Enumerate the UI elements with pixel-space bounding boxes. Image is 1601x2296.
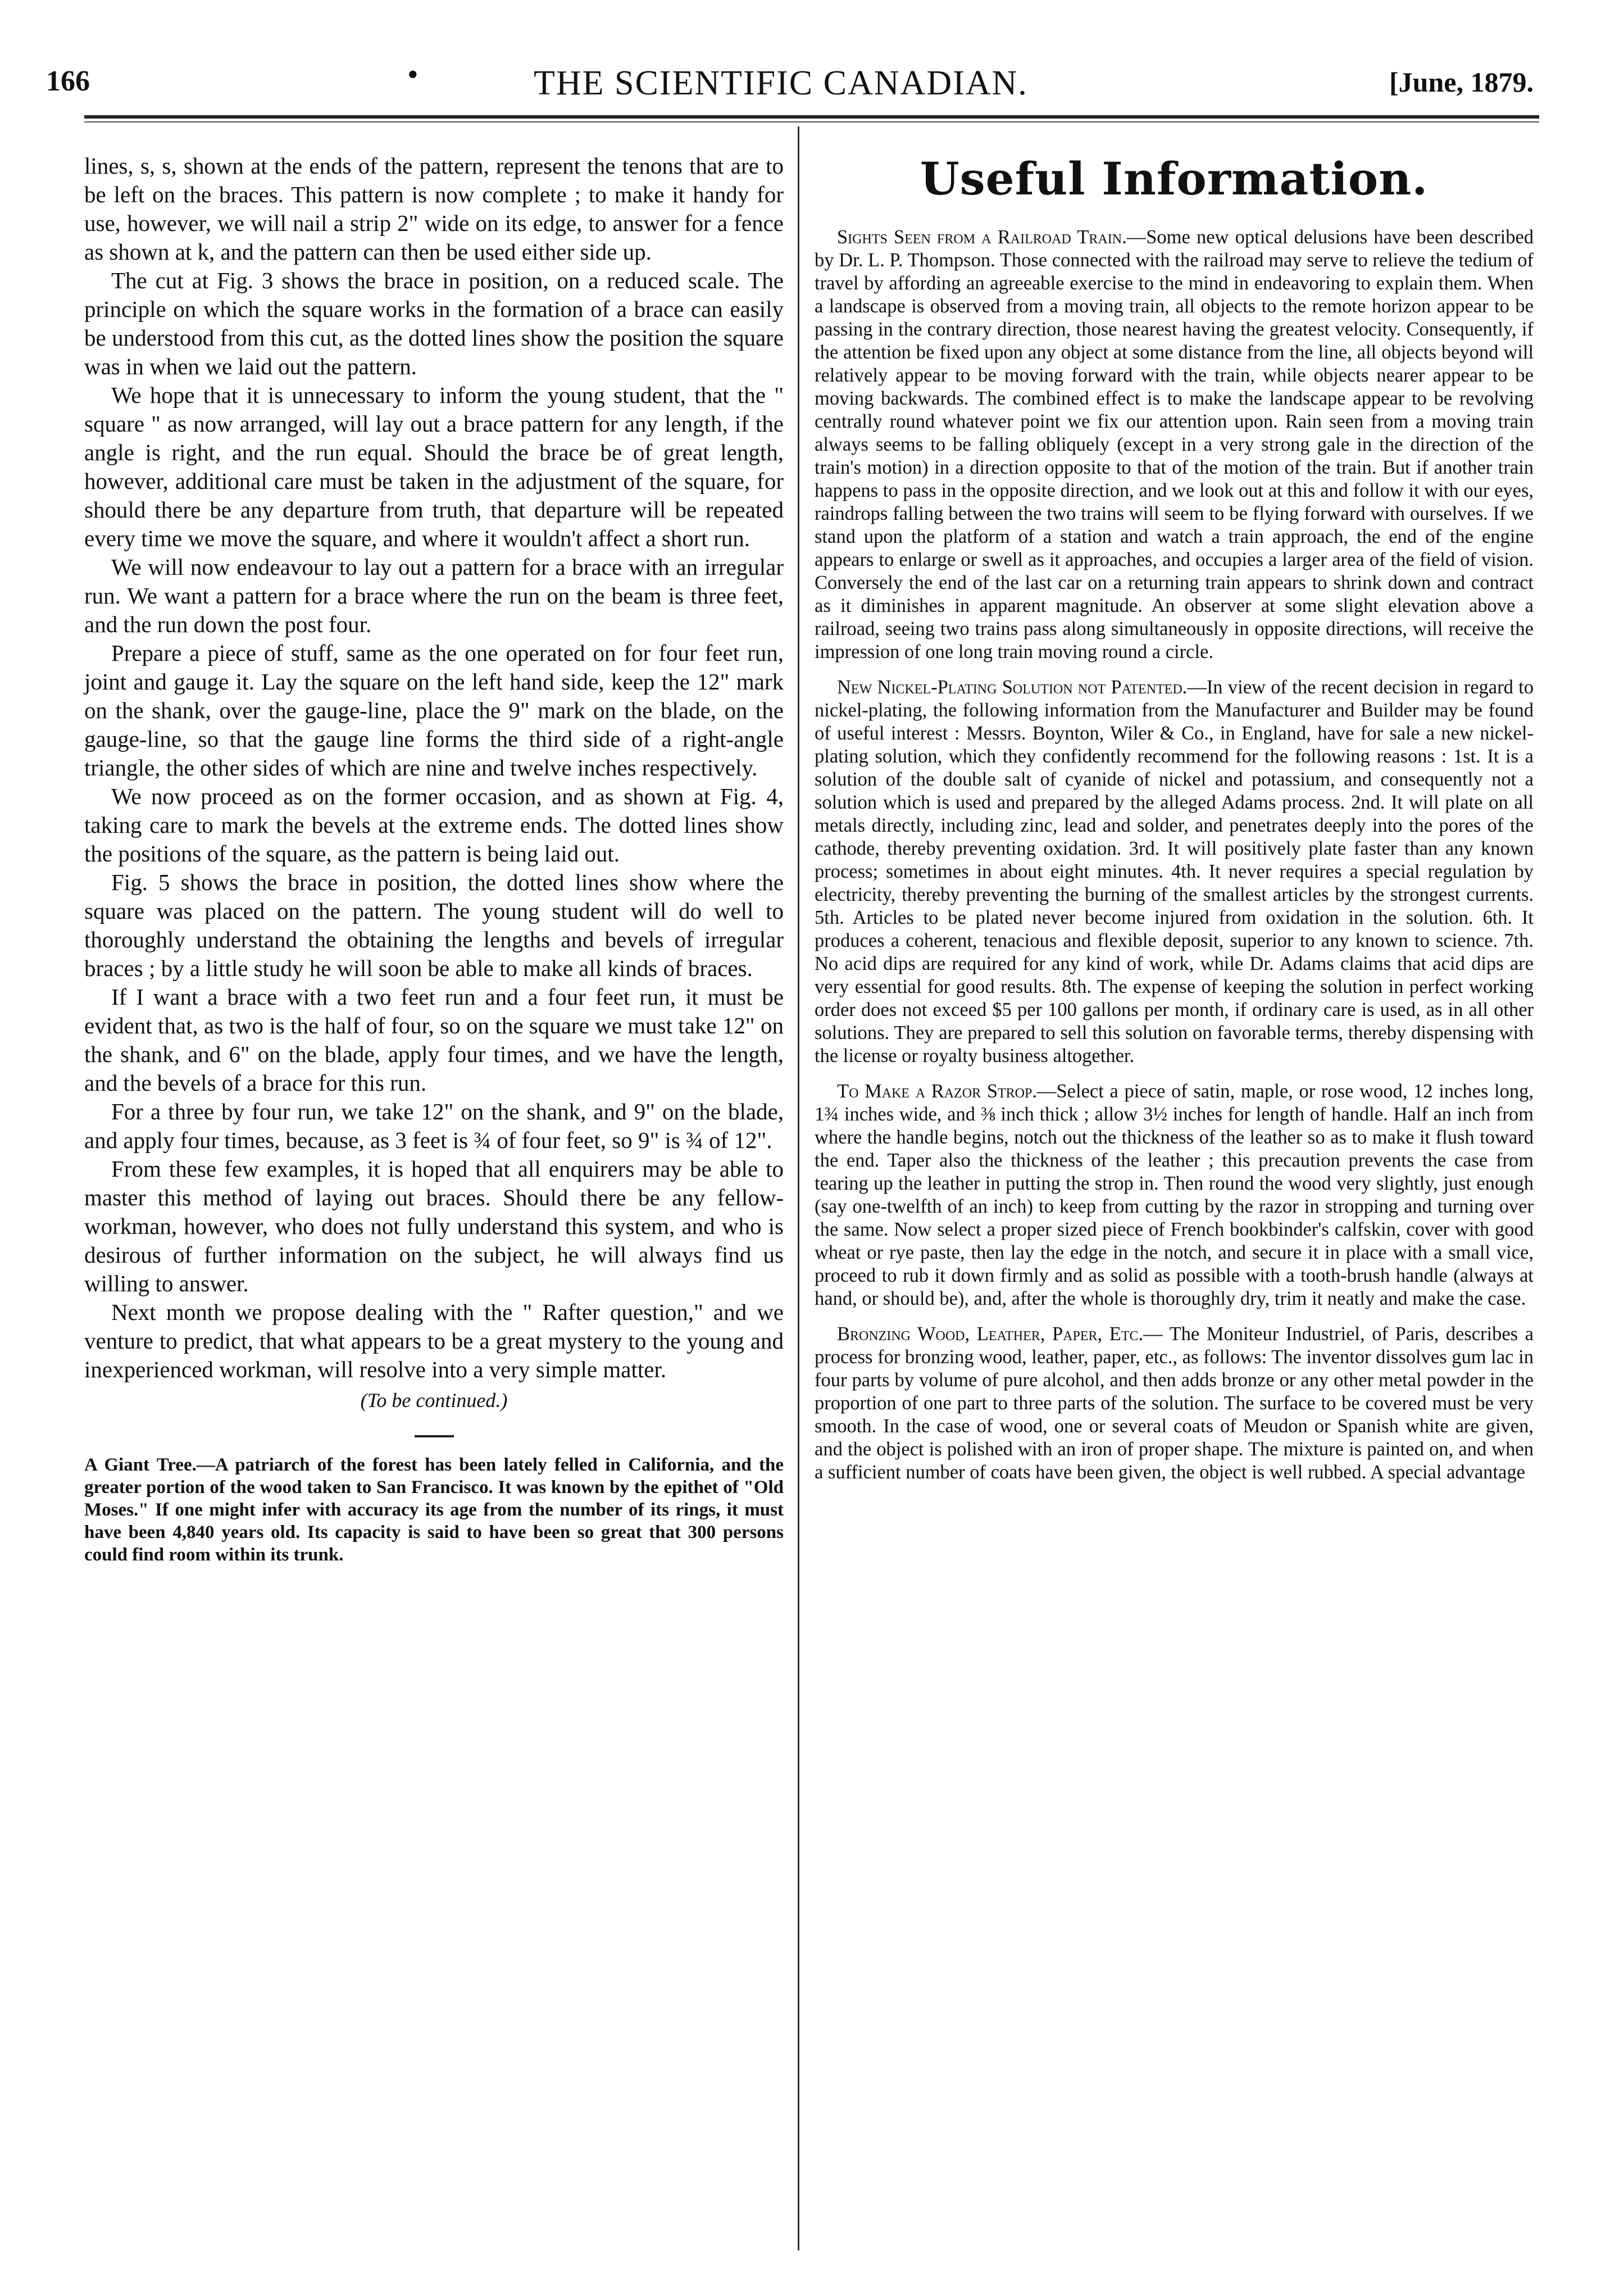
- article-lead: To Make a Razor Strop.: [837, 1081, 1037, 1102]
- article-lead: Sights Seen from a Railroad Train.: [837, 226, 1127, 248]
- article-paragraph: Fig. 5 shows the brace in position, the dotted lines show where the square was placed on the pattern. The young student will do well to thoroughly understand the obtaining the lengths and bevels of irregular braces ; by a little study he will soon be able to make all kinds of braces.: [84, 869, 784, 981]
- article-paragraph: Prepare a piece of stuff, same as the one operated on for four feet run, joint and gauge it. Lay the square on the left hand side, keep the 12" mark on the shank, over the gauge-line, place the 9" mark on the blade, on the gauge-line, so that the gauge line forms the third side of a right-angle triangle, the other sides of which are nine and twelve inches respectively.: [84, 640, 784, 781]
- giant-tree-item: A Giant Tree.—A patriarch of the forest has been lately felled in California, and the greater portion of the wood taken to San Francisco. It was known by the epithet of "Old Moses." If one might infer with accuracy its age from the number of its rings, it must have been 4,840 years old. Its capacity is said to have been so great that 300 persons could find room within its trunk.: [84, 1455, 784, 1565]
- section-title: Useful Information.: [920, 152, 1429, 205]
- info-article: [815, 226, 1534, 664]
- issue-date: [June, 1879.: [1389, 66, 1534, 98]
- header-rule-thin: [84, 121, 1539, 122]
- article-paragraph: lines, s, s, shown at the ends of the pattern, represent the tenons that are to be left on the braces. This pattern is now complete ; to make it handy for use, however, we will nail a strip 2" wide on its edge, to answer for a fence as shown at k, and the pattern can then be used either side up.: [84, 153, 784, 265]
- journal-title: THE SCIENTIFIC CANADIAN.: [534, 64, 1028, 102]
- to-be-continued: (To be continued.): [360, 1389, 508, 1412]
- article-lead: Bronzing Wood, Leather, Paper, Etc.: [837, 1323, 1144, 1345]
- article-body: —Select a piece of satin, maple, or rose wood, 12 inches long, 1¾ inches wide, and ⅜ inch thick ; allow 3½ inches for length of handle. Half an inch from where the handle begins, notch out the thickness of the leather so as to make it flush toward the end. Taper also the thickness of the leather ; this precaution prevents the case from tearing up the leather in putting the strop in. Then round the wood very slightly, just enough (say one-twelfth of an inch) to keep from cutting by the razor in stropping and turning over the same. Now select a proper sized piece of French bookbinder's calfskin, cover with good wheat or rye paste, then lay the edge in the notch, and secure it in place with a small vice, proceed to rub it down firmly and as solid as possible with a tooth-brush handle (always at hand, or should be), and, after the whole is thoroughly dry, trim it neatly and make the case.: [815, 1081, 1534, 1309]
- header-rule: [84, 115, 1539, 119]
- info-article: [815, 1080, 1534, 1310]
- left-column: [84, 152, 784, 1566]
- column-divider: [798, 126, 799, 2250]
- article-body: —Some new optical delusions have been described by Dr. L. P. Thompson. Those connected with the railroad may serve to relieve the tedium of travel by affording an agreeable exercise to the mind in endeavoring to explain them. When a landscape is observed from a moving train, all objects to the remote horizon appear to be passing in the contrary direction, those nearest having the greatest velocity. Consequently, if the attention be fixed upon any object at some distance from the line, all objects beyond will relatively appear to be moving forward with the train, while objects nearer appear to be moving backwards. The combined effect is to make the landscape appear to be revolving centrally round whatever point we fix our attention upon. Rain seen from a moving train always seems to be falling obliquely (except in a very strong gale in the direction of the train's motion) in a direction opposite to that of the motion of the train. But if another train happens to pass in the opposite direction, and we look out at this and follow it with our eyes, raindrops falling between the two trains will seem to be flying forward with ourselves. If we stand upon the platform of a station and watch a train approach, the end of the engine appears to enlarge or swell as it approaches, and occupies a larger area of the field of vision. Conversely the end of the last car on a returning train appears to shrink down and contract as it diminishes in apparent magnitude. An observer at some slight elevation above a railroad, seeing two trains pass along simultaneously in opposite directions, will receive the impression of one long train moving round a circle.: [815, 226, 1534, 663]
- article-paragraph: Next month we propose dealing with the " Rafter question," and we venture to predict, that what appears to be a great mystery to the young and inexperienced workman, will resolve into a very simple matter.: [84, 1299, 784, 1382]
- page-number: 166: [46, 65, 90, 97]
- article-lead: New Nickel-Plating Solution not Patented.: [837, 677, 1188, 698]
- article-paragraph: We will now endeavour to lay out a pattern for a brace with an irregular run. We want a pattern for a brace where the run on the beam is three feet, and the run down the post four.: [84, 554, 784, 637]
- article-paragraph: From these few examples, it is hoped that all enquirers may be able to master this method of laying out braces. Should there be any fellow-workman, however, who does not fully understand this system, and who is desirous of further information on the subject, he will always find us willing to answer.: [84, 1156, 784, 1296]
- article-paragraph: If I want a brace with a two feet run and a four feet run, it must be evident that, as two is the half of four, so on the square we must take 12" on the shank, and 6" on the blade, apply four times, and we have the length, and the bevels of a brace for this run.: [84, 984, 784, 1096]
- article-body: — The Moniteur Industriel, of Paris, describes a process for bronzing wood, leather, paper, etc., as follows: The inventor dissolves gum lac in four parts by volume of pure alcohol, and then adds bronze or any other metal powder in the proportion of one part to three parts of the solution. The surface to be covered must be very smooth. In the case of wood, one or several coats of Meudon or Spanish white are given, and the object is polished with an iron of proper shape. The mixture is painted on, and when a sufficient number of coats have been given, the object is well rubbed. A special advantage: [815, 1323, 1534, 1483]
- article-paragraph: We hope that it is unnecessary to inform the young student, that the " square " as now arranged, will lay out a brace pattern for any length, if the angle is right, and the run equal. Should the brace be of great length, however, additional care must be taken in the adjustment of the square, for should there be any departure from truth, that departure will be repeated every time we move the square, and where it wouldn't affect a short run.: [84, 382, 784, 551]
- page-header: [39, 53, 1556, 104]
- article-paragraph: We now proceed as on the former occasion, and as shown at Fig. 4, taking care to mark the bevels at the extreme ends. The dotted lines show the positions of the square, as the pattern is being laid out.: [84, 783, 784, 866]
- info-article: [815, 676, 1534, 1068]
- header-dot: •: [407, 57, 419, 92]
- right-column: [815, 152, 1534, 1496]
- article-paragraph: For a three by four run, we take 12" on the shank, and 9" on the blade, and apply four times, because, as 3 feet is ¾ of four feet, so 9" is ¾ of 12".: [84, 1099, 784, 1153]
- ornament-divider: [84, 1419, 784, 1448]
- article-body: —In view of the recent decision in regard to nickel-plating, the following information from the Manufacturer and Builder may be found of useful interest : Messrs. Boynton, Wiler & Co., in England, have for sale a new nickel-plating solution, which they confidently recommend for the following reasons : 1st. It is a solution of the double salt of cyanide of nickel and potassium, and consequently not a solution which is used and prepared by the alleged Adams process. 2nd. It will plate on all metals directly, including zinc, lead and solder, and penetrates deeply into the pores of the cathode, thereby preventing oxidation. 3rd. It will positively plate faster than any known process; sometimes in about eight minutes. 4th. It never requires a special regulation by electricity, thereby preventing the burning of the smallest articles by the strongest currents. 5th. Articles to be plated never become injured from oxidation in the solution. 6th. It produces a coherent, tenacious and flexible deposit, superior to any known to science. 7th. No acid dips are required for any kind of work, while Dr. Adams claims that acid dips are very essential for good results. 8th. The expense of keeping the solution in perfect working order does not exceed $5 per 100 gallons per month, if ordinary care is used, as in all other solutions. They are prepared to sell this solution on favorable terms, thereby dispensing with the license or royalty business altogether.: [815, 677, 1534, 1067]
- article-paragraph: The cut at Fig. 3 shows the brace in position, on a reduced scale. The principle on which the square works in the formation of a brace can easily be understood from this cut, as the dotted lines show the position the square was in when we laid out the pattern.: [84, 267, 784, 379]
- info-article: [815, 1323, 1534, 1484]
